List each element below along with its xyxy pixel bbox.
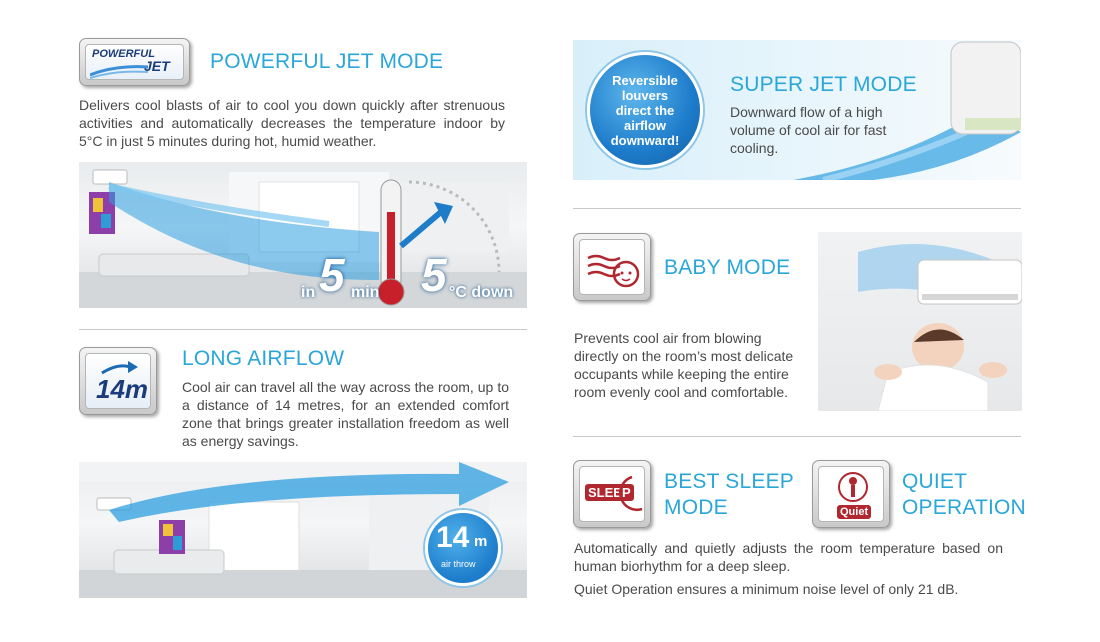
bubble-line-5: downward! [610, 133, 680, 148]
powerful-jet-overlay-number-2: 5 [421, 249, 447, 301]
bubble-line-3: direct the [615, 103, 675, 118]
powerful-jet-title: POWERFUL JET MODE [210, 50, 444, 73]
powerful-jet-overlay-unit: °C down [449, 284, 514, 301]
baby-mode-title: BABY MODE [664, 256, 791, 279]
quiet-person-icon [835, 471, 871, 503]
divider-right-1 [573, 208, 1021, 209]
bubble-line-2: louvers [621, 88, 669, 103]
sleep-badge-label: SLEEP [585, 484, 634, 501]
reversible-louvers-bubble [587, 52, 703, 168]
divider-right-2 [573, 436, 1021, 437]
powerful-jet-description: Delivers cool blasts of air to cool you down quickly after strenuous activities and automatically decreases the temperature indoor by 5°C in just 5 minutes during hot, humid weather. [79, 97, 505, 149]
jet-swoosh-icon [90, 63, 148, 79]
long-airflow-badge-icon [79, 347, 157, 415]
air-throw-number: 14 [436, 521, 470, 554]
moon-icon [618, 475, 644, 515]
best-sleep-title-line-2: MODE [664, 496, 728, 519]
powerful-jet-overlay-number-1: 5 [319, 249, 345, 301]
air-throw-caption: air throw [441, 559, 476, 569]
quiet-operation-title-line-2: OPERATION [902, 496, 1026, 519]
powerful-jet-badge-label-1: POWERFUL [92, 48, 155, 60]
divider-left-1 [79, 329, 527, 330]
air-throw-circle [425, 510, 501, 586]
baby-sleeping-photo [818, 232, 1022, 411]
powerful-jet-badge-icon [79, 38, 190, 86]
long-airflow-title: LONG AIRFLOW [182, 347, 345, 370]
best-sleep-title-line-1: BEST SLEEP [664, 470, 795, 493]
quiet-operation-title-line-1: QUIET [902, 470, 968, 493]
sleep-badge-icon [573, 460, 651, 528]
super-jet-banner [573, 40, 1021, 180]
quiet-badge-label: Quiet [837, 505, 871, 519]
air-throw-unit: m [474, 533, 488, 550]
baby-face-icon [586, 246, 642, 292]
long-airflow-room-image [79, 462, 527, 598]
quiet-badge-icon [812, 460, 890, 528]
super-jet-description: Downward flow of a high volume of cool air for fast cooling. [730, 104, 887, 156]
bubble-line-4: airflow [624, 118, 666, 133]
long-airflow-badge-label: 14m [96, 374, 149, 404]
bubble-line-1: Reversible [612, 73, 678, 88]
powerful-jet-overlay-in: in [301, 284, 316, 301]
powerful-jet-overlay-min: min [351, 284, 380, 301]
baby-mode-description: Prevents cool air from blowing directly on the room’s most delicate occupants while keeping the entire room evenly cool and comfortable. [574, 330, 794, 400]
super-jet-title: SUPER JET MODE [730, 73, 917, 96]
best-sleep-description: Automatically and quietly adjusts the room temperature based on human biorhythm for a deep sleep. [574, 540, 1003, 574]
long-airflow-description: Cool air can travel all the way across the room, up to a distance of 14 metres, for an extended comfort zone that brings greater installation freedom as well as energy savings. [182, 379, 509, 449]
powerful-jet-badge-label-2: JET [144, 58, 170, 74]
baby-mode-badge-icon [573, 233, 651, 301]
quiet-operation-description: Quiet Operation ensures a minimum noise level of only 21 dB. [574, 581, 959, 597]
powerful-jet-room-image [79, 162, 527, 308]
